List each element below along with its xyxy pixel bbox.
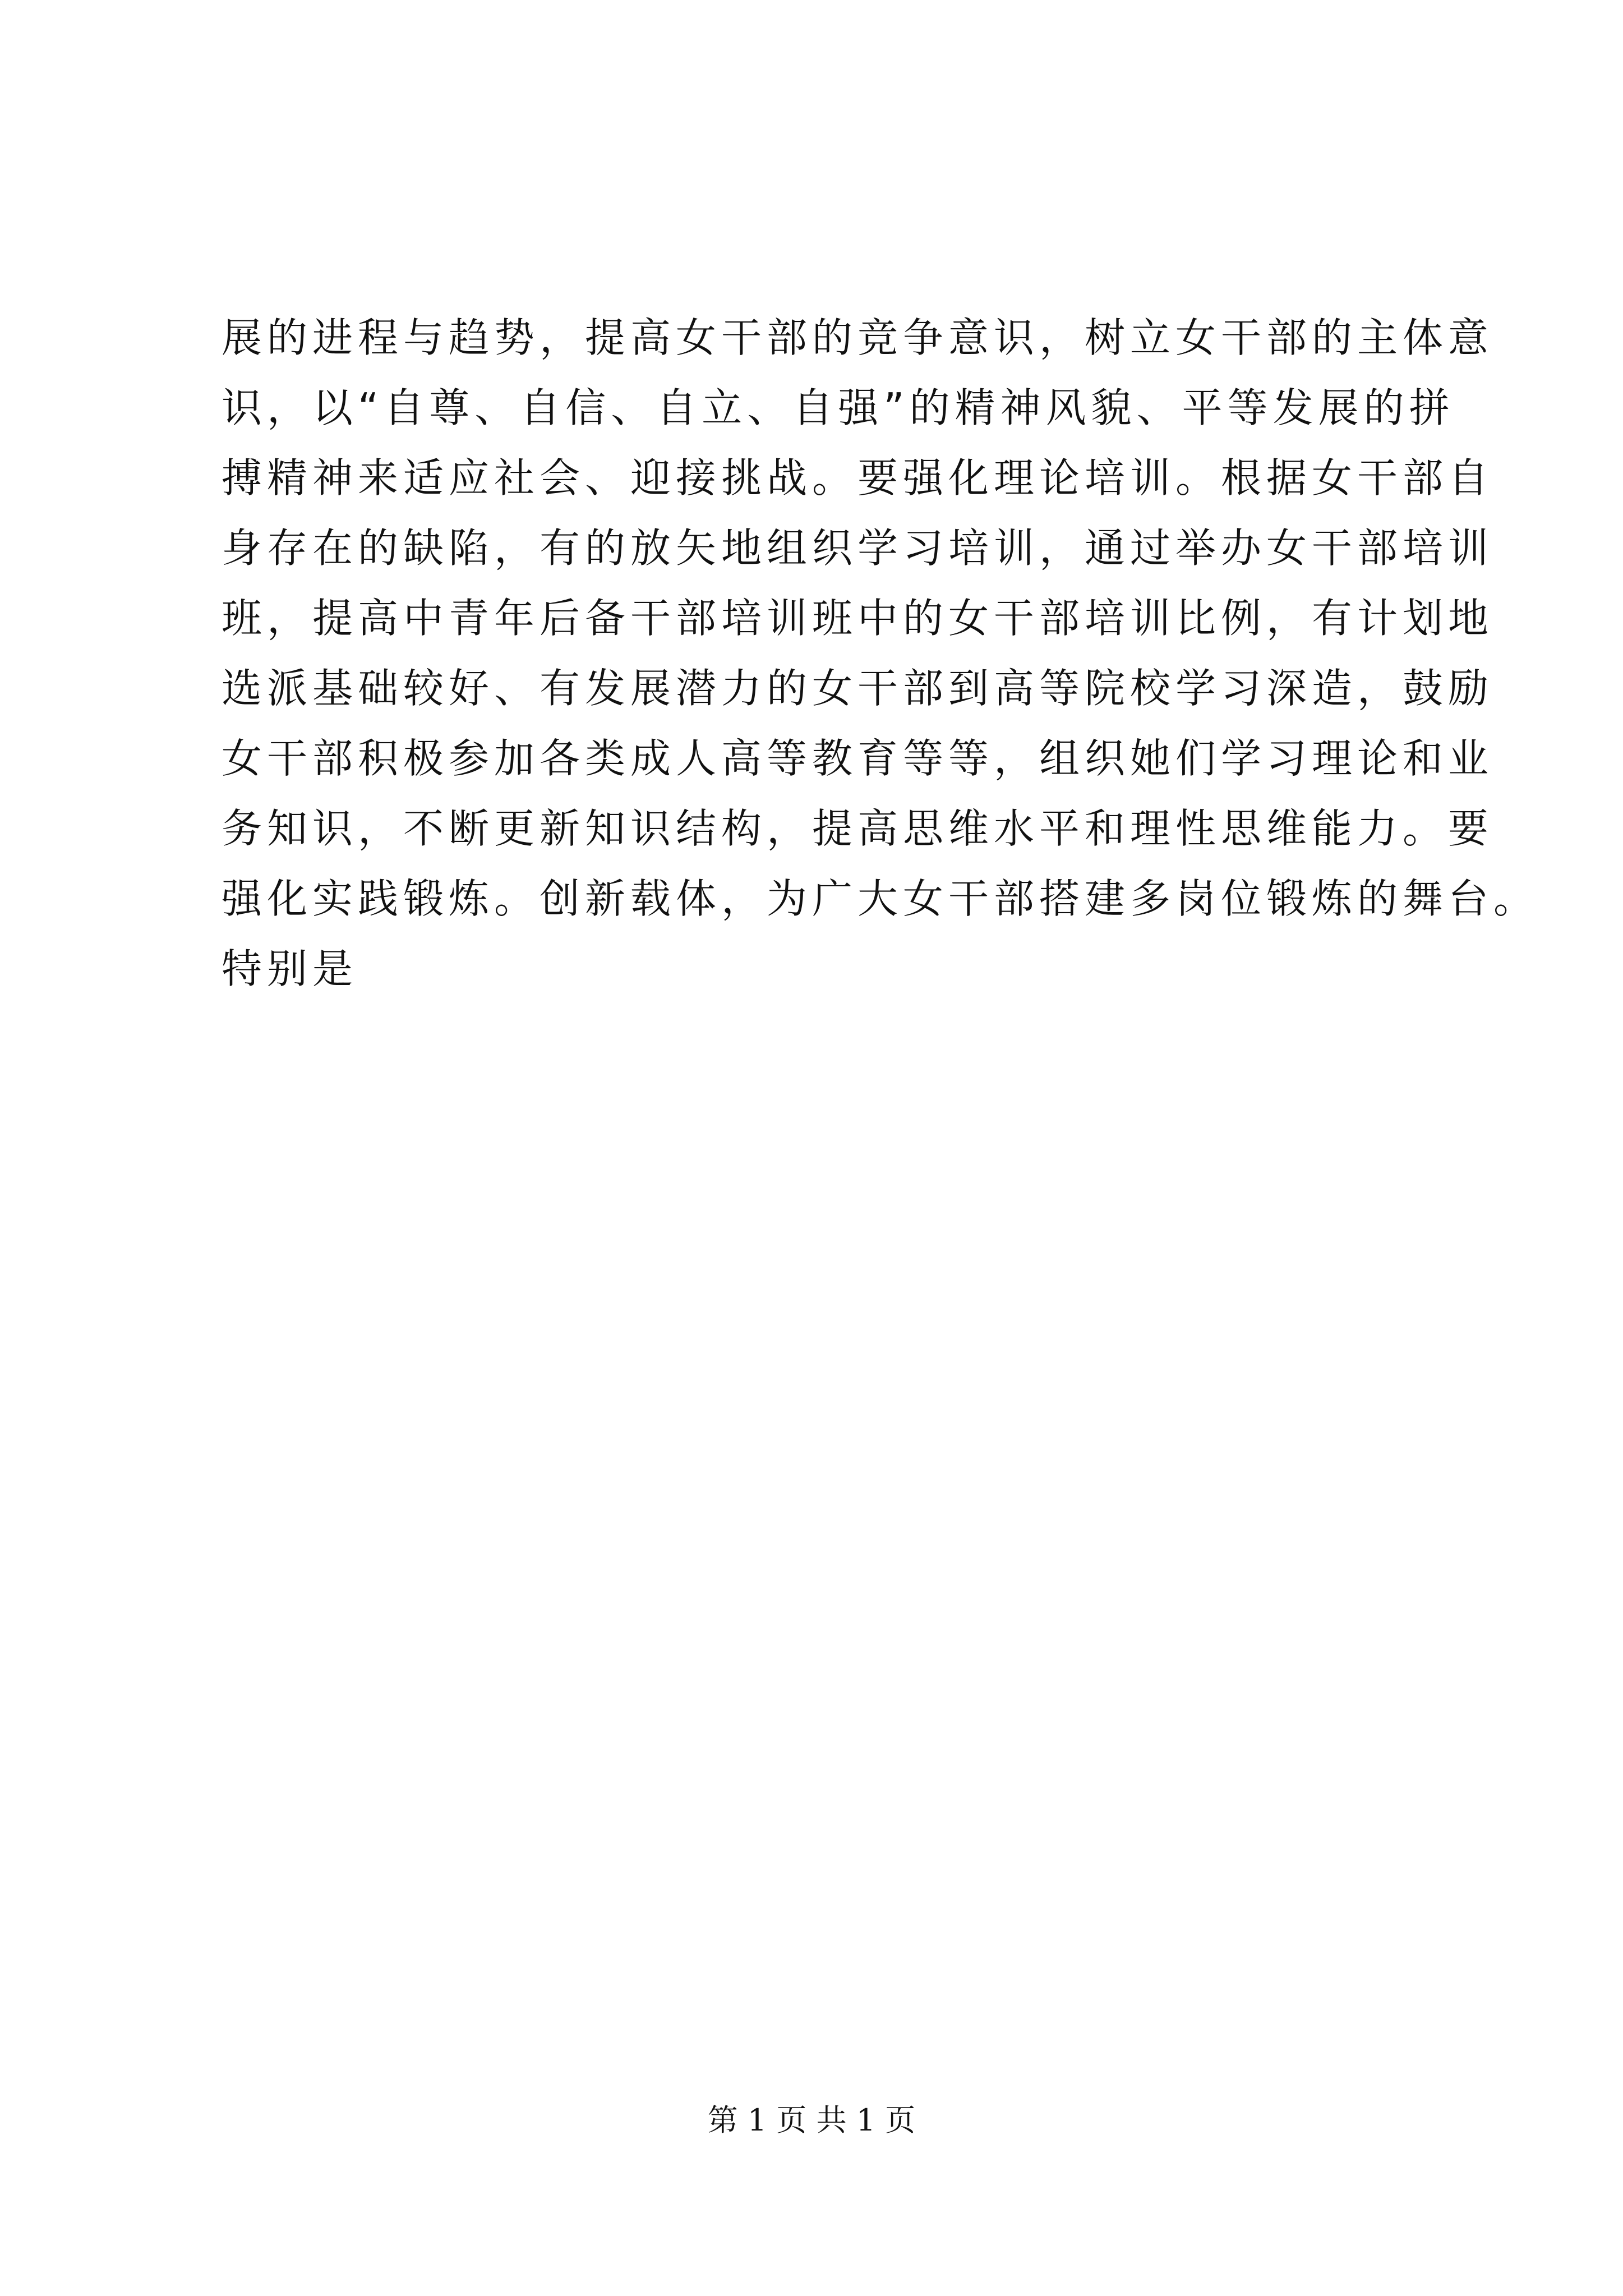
text-line-5: 班，提高中青年后备干部培训班中的女干部培训比例，有计划地 (222, 595, 1494, 642)
text-line-2: 识，以“自尊、自信、自立、自强”的精神风貌、平等发展的拼 (222, 384, 1455, 431)
text-line-1: 展的进程与趋势，提高女干部的竞争意识，树立女干部的主体意 (222, 314, 1494, 361)
text-line-3: 搏精神来适应社会、迎接挑战。要强化理论培训。根据女干部自 (222, 454, 1494, 501)
text-line-10: 特别是 (222, 945, 358, 992)
text-line-7: 女干部积极参加各类成人高等教育等等，组织她们学习理论和业 (222, 735, 1494, 782)
body-paragraph (222, 303, 1539, 1004)
text-line-9: 强化实践锻炼。创新载体，为广大女干部搭建多岗位锻炼的舞台。 (222, 875, 1539, 922)
text-line-8: 务知识，不断更新知识结构，提高思维水平和理性思维能力。要 (222, 805, 1494, 852)
page-footer (0, 2101, 1623, 2140)
text-line-6: 选派基础较好、有发展潜力的女干部到高等院校学习深造，鼓励 (222, 665, 1494, 712)
text-line-4: 身存在的缺陷，有的放矢地组织学习培训，通过举办女干部培训 (222, 524, 1494, 572)
page-number-label: 第 1 页 共 1 页 (707, 2102, 916, 2138)
